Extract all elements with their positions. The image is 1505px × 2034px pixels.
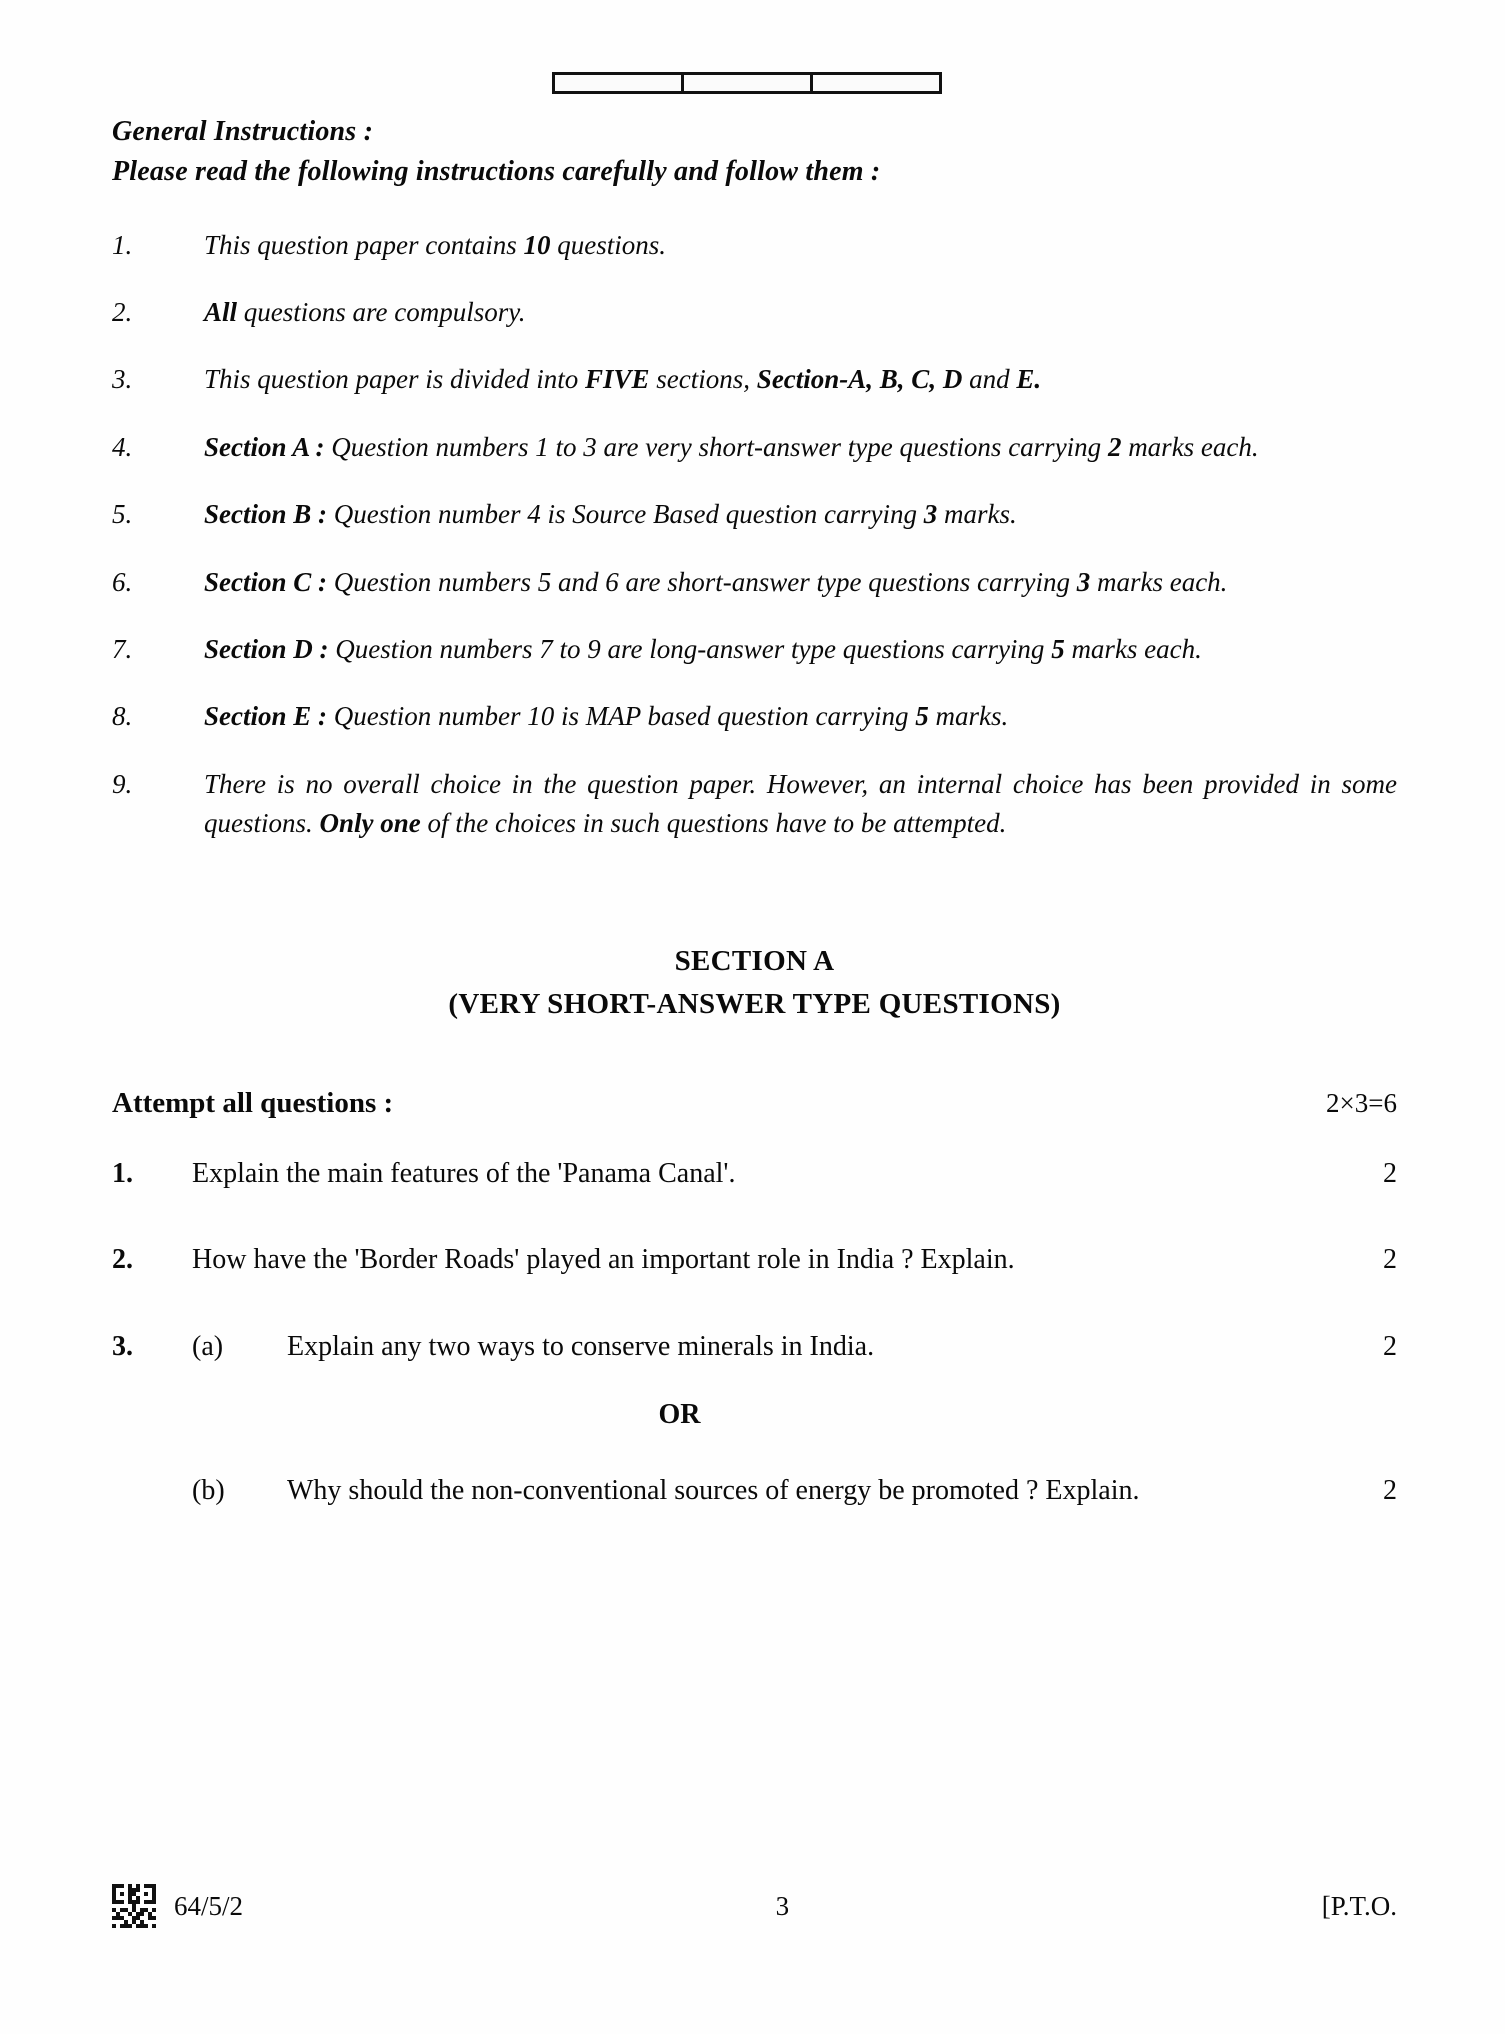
instruction-item: [112, 360, 1397, 399]
barcode-segment: [684, 75, 813, 91]
page-content: [112, 112, 1397, 1558]
instruction-number: 5.: [112, 499, 133, 530]
section-heading: [112, 940, 1397, 1027]
instruction-text: There is no overall choice in the question paper. However, an internal choice has been provided in some questions. Only one of the choices in such questions have to be attempted.: [204, 768, 1397, 839]
general-instructions-subtitle: Please read the following instructions carefully and follow them :: [112, 155, 881, 187]
question-marks: 2: [1383, 1244, 1397, 1276]
question-sub-label: (a): [192, 1330, 224, 1362]
question-row: [112, 1154, 1397, 1195]
instruction-text: This question paper is divided into FIVE sections, Section-A, B, C, D and E.: [204, 364, 1042, 395]
instruction-number: 6.: [112, 566, 133, 597]
instruction-number: 4.: [112, 431, 133, 462]
question-marks: 2: [1383, 1330, 1397, 1362]
instruction-number: 2.: [112, 296, 133, 327]
instruction-text: This question paper contains 10 questions.: [204, 229, 667, 260]
barcode-strip: [552, 72, 942, 94]
section-title: SECTION A: [674, 944, 835, 977]
question-row: [112, 1240, 1397, 1281]
instruction-item: [112, 630, 1397, 669]
or-divider: OR: [658, 1399, 701, 1431]
question-text: How have the 'Border Roads' played an important role in India ? Explain.: [192, 1244, 1015, 1276]
instruction-item: [112, 495, 1397, 534]
question-number: 1.: [112, 1157, 133, 1189]
page-number: 3: [775, 1890, 790, 1921]
instruction-text: Section C : Question numbers 5 and 6 are short-answer type questions carrying 3 marks each.: [204, 566, 1228, 597]
question-text: Explain the main features of the 'Panama Canal'.: [192, 1157, 736, 1189]
instruction-number: 3.: [112, 364, 133, 395]
attempt-all-label: Attempt all questions :: [112, 1086, 394, 1119]
page-footer: [112, 1884, 1397, 1928]
question-number: 3.: [112, 1330, 133, 1362]
instruction-item: [112, 293, 1397, 332]
instruction-text: Section D : Question numbers 7 to 9 are long-answer type questions carrying 5 marks each.: [204, 633, 1202, 664]
turn-over-label: [P.T.O.: [1321, 1890, 1397, 1921]
instruction-number: 8.: [112, 701, 133, 732]
instruction-number: 9.: [112, 768, 133, 799]
instruction-text: Section B : Question number 4 is Source Based question carrying 3 marks.: [204, 499, 1017, 530]
qr-code-icon: [112, 1884, 156, 1928]
section-subtitle: (VERY SHORT-ANSWER TYPE QUESTIONS): [448, 988, 1061, 1021]
question-row: [112, 1327, 1397, 1368]
instruction-item: [112, 428, 1397, 467]
question-marks: 2: [1383, 1157, 1397, 1189]
questions-list: [112, 1154, 1397, 1512]
instruction-item: [112, 697, 1397, 736]
question-number: 2.: [112, 1244, 133, 1276]
question-text: Explain any two ways to conserve minerals in India.: [287, 1330, 875, 1362]
instruction-item: [112, 226, 1397, 265]
instruction-text: Section A : Question numbers 1 to 3 are very short-answer type questions carrying 2 marks each.: [204, 431, 1259, 462]
instruction-number: 7.: [112, 633, 133, 664]
question-row: [112, 1471, 1397, 1512]
instruction-item: [112, 563, 1397, 602]
instruction-text: Section E : Question number 10 is MAP based question carrying 5 marks.: [204, 701, 1009, 732]
paper-code: 64/5/2: [174, 1890, 244, 1921]
question-text: Why should the non-conventional sources of energy be promoted ? Explain.: [287, 1475, 1140, 1507]
question-sub-label: (b): [192, 1475, 225, 1507]
instruction-number: 1.: [112, 229, 133, 260]
question-marks: 2: [1383, 1475, 1397, 1507]
barcode-segment: [555, 75, 684, 91]
section-total-marks: 2×3=6: [1326, 1087, 1397, 1118]
instructions-list: [112, 226, 1397, 844]
instruction-item: [112, 765, 1397, 844]
instruction-text: All questions are compulsory.: [204, 296, 526, 327]
barcode-segment: [813, 75, 939, 91]
attempt-all-row: [112, 1087, 1397, 1120]
general-instructions-title: General Instructions :: [112, 116, 374, 147]
